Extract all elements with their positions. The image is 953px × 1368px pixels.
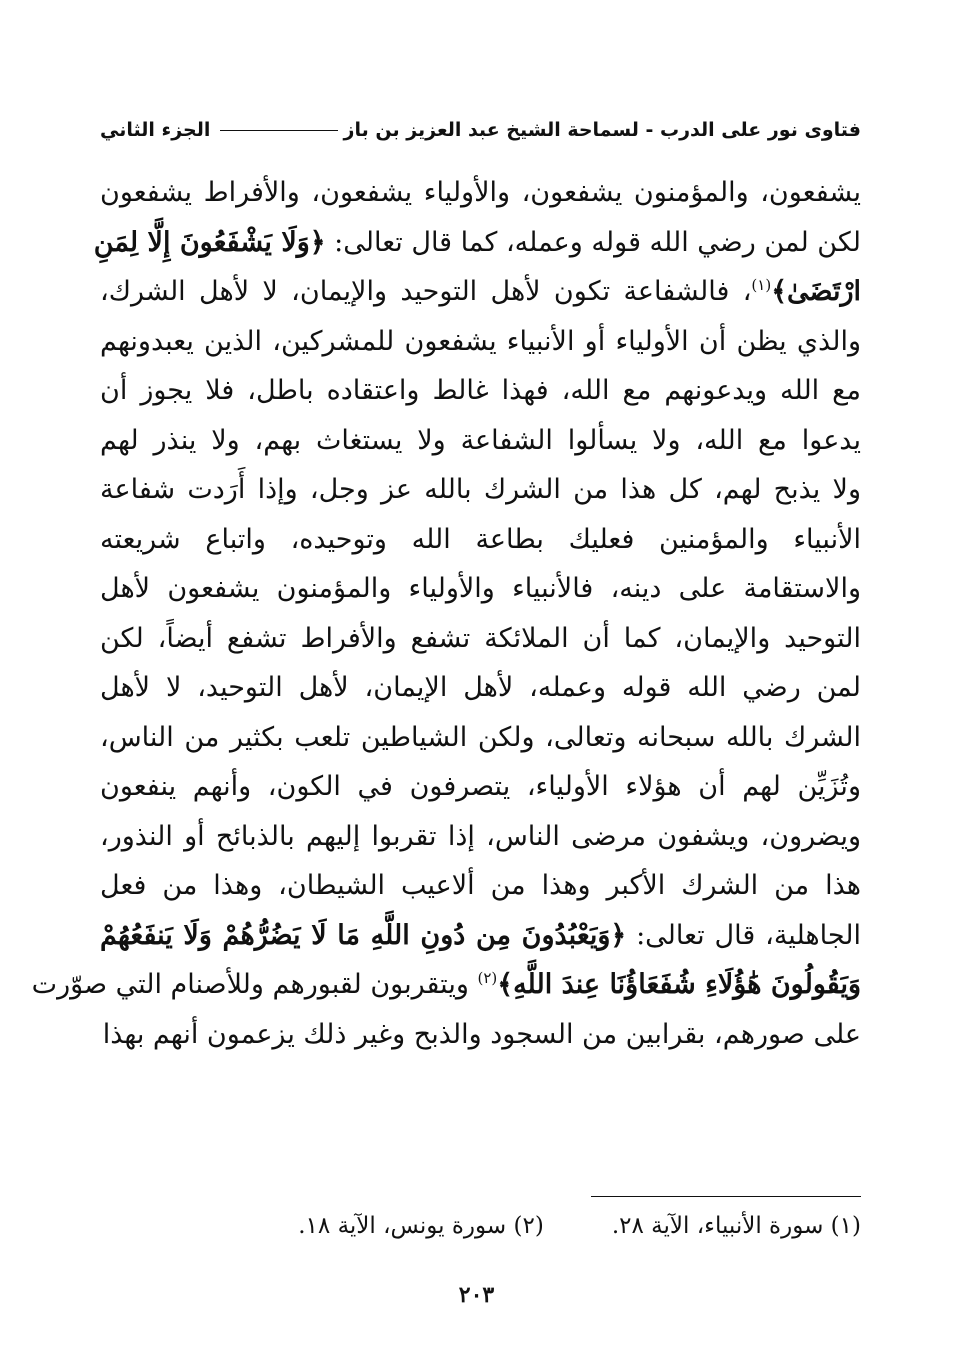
line-text: ، فالشفاعة تكون لأهل التوحيد والإيمان، لا لأهل الشرك، — [100, 276, 752, 307]
page-number: ٢٠٣ — [458, 1282, 495, 1308]
line-text: على صورهم، بقرابين من السجود والذبح وغير ذلك يزعمون أنهم بهذا — [102, 1018, 861, 1050]
line-text: يدعوا مع الله، ولا يسألوا الشفاعة ولا يستغاث بهم، ولا ينذر لهم — [100, 424, 861, 456]
line-text: مع الله ويدعونهم مع الله، فهذا غالط واعتقاده باطل، فلا يجوز أن — [100, 375, 861, 406]
part-label: الجزء الثاني — [100, 119, 211, 141]
quran-verse: وَيَقُولُونَ هَٰؤُلَاءِ شُفَعَاؤُنَا عِندَ اللَّهِ﴾ — [497, 969, 861, 1000]
line-text: التوحيد والإيمان، كما أن الملائكة تشفع والأفراط تشفع أيضاً، لكن — [100, 622, 861, 654]
quran-verse: ارْتَضَىٰ﴾ — [771, 276, 861, 307]
line-text: ويتقربون لقبورهم وللأصنام التي صوّرت — [31, 969, 478, 1000]
line-text: الأنبياء والمؤمنين فعليك بطاعة الله وتوحيده، واتباع شريعته — [100, 523, 861, 555]
running-header — [100, 112, 861, 148]
body-line — [100, 762, 861, 812]
body-line — [100, 713, 861, 763]
body-line — [100, 614, 861, 664]
quran-verse: ﴿وَلَا يَشْفَعُونَ إِلَّا لِمَنِ — [93, 226, 326, 258]
body-line — [100, 168, 861, 218]
body-line — [100, 317, 861, 367]
footnote-rule — [591, 1196, 861, 1197]
footnote-ref: (٢) — [477, 969, 498, 987]
body-line — [100, 663, 861, 713]
body-line — [100, 564, 861, 614]
header-rule — [220, 130, 338, 131]
line-text: الجاهلية، قال تعالى: — [626, 919, 861, 951]
line-text: ويضرون، ويشفون مرضى الناس، إذا تقربوا إليهم بالذبائح أو النذور، — [100, 820, 861, 852]
body-line — [100, 911, 861, 961]
header-title-group — [214, 119, 861, 141]
line-text: ولا يذبح لهم، كل هذا من الشرك بالله عز وجل، وإذا أَرَدت شفاعة — [100, 474, 861, 505]
body-line — [100, 267, 861, 317]
line-text: والذي يظن أن الأولياء أو الأنبياء يشفعون للمشركين، الذين يعبدونهم — [100, 325, 861, 357]
body-line — [100, 416, 861, 466]
body-line — [100, 465, 861, 515]
line-text: هذا من الشرك الأكبر وهذا من ألاعيب الشيطان، وهذا من فعل — [100, 870, 861, 901]
footnote-ref: (١) — [751, 276, 772, 294]
footnote-1: (١) سورة الأنبياء، الآية ٢٨. — [611, 1213, 861, 1239]
quran-verse: ﴿وَيَعْبُدُونَ مِن دُونِ اللَّهِ مَا لَا يَضُرُّهُمْ وَلَا يَنفَعُهُمْ — [100, 919, 627, 951]
footnote-2: (٢) سورة يونس، الآية ١٨. — [298, 1213, 544, 1239]
line-text: لكن لمن رضي الله قوله وعمله، كما قال تعالى: — [325, 226, 861, 258]
body-line — [31, 960, 861, 1010]
line-text: والاستقامة على دينه، فالأنبياء والأولياء والمؤمنون يشفعون لأهل — [100, 573, 861, 604]
line-text: يشفعون، والمؤمنون يشفعون، والأولياء يشفعون، والأفراط يشفعون — [100, 177, 861, 208]
footnotes — [180, 1208, 861, 1244]
line-text: وتُزَيِّن لهم أن هؤلاء الأولياء، يتصرفون في الكون، وأنهم ينفعون — [100, 771, 861, 802]
body-text — [31, 168, 861, 1059]
body-line — [100, 515, 861, 565]
body-line — [100, 366, 861, 416]
body-line — [93, 218, 861, 268]
book-title: فتاوى نور على الدرب - لسماحة الشيخ عبد العزيز بن باز — [343, 119, 861, 141]
line-text: الشرك بالله سبحانه وتعالى، ولكن الشياطين تلعب بكثير من الناس، — [100, 721, 861, 753]
body-line — [100, 1010, 861, 1060]
line-text: لمن رضي الله قوله وعمله، لأهل الإيمان، لأهل التوحيد، لا لأهل — [100, 672, 861, 703]
body-line — [100, 812, 861, 862]
body-line — [100, 861, 861, 911]
